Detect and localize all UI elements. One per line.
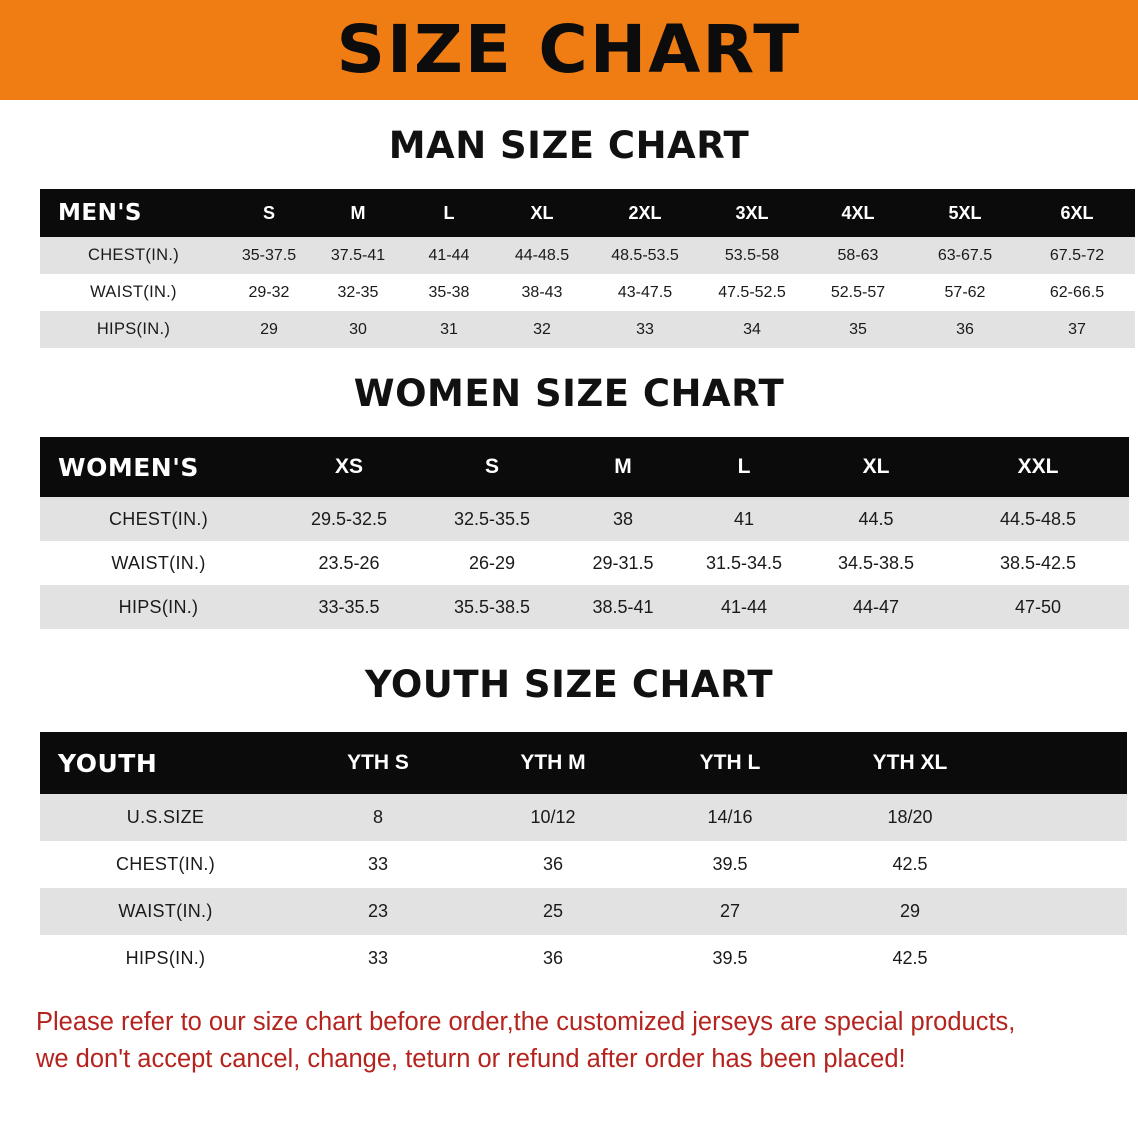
cell: 33: [367, 948, 389, 968]
header-cell-0: WOMEN'S: [58, 452, 199, 482]
page-banner: [0, 0, 1138, 100]
cell: 37.5-41: [330, 246, 386, 264]
cell: 35-37.5: [241, 246, 297, 264]
header-cell-4: L: [737, 455, 751, 478]
header-cell-4: YTH XL: [872, 751, 948, 774]
row-label: HIPS(IN.): [125, 948, 206, 968]
cell: 37: [1068, 320, 1086, 338]
cell: 44-47: [852, 596, 900, 617]
cell: 36: [542, 948, 564, 968]
cell: 29: [260, 320, 278, 338]
women-table-wrap: [40, 437, 1098, 629]
cell: 23.5-26: [318, 552, 380, 573]
cell: 8: [372, 807, 383, 827]
order-policy-note: [36, 1004, 1102, 1078]
cell: 38.5-42.5: [999, 552, 1077, 573]
table-row: [40, 541, 1129, 585]
note-line-1: Please refer to our size chart before order,the customized jerseys are special products,: [36, 1008, 1016, 1036]
header-cell-3: M: [614, 455, 632, 478]
cell: 35.5-38.5: [453, 596, 531, 617]
cell: 57-62: [944, 283, 986, 301]
cell-spacer: [1001, 935, 1127, 982]
cell: 25: [542, 901, 564, 921]
cell: 33: [367, 854, 389, 874]
cell: 29.5-32.5: [310, 508, 388, 529]
header-cell-2: S: [484, 455, 499, 478]
header-cell-1: XS: [334, 455, 363, 478]
cell: 42.5: [892, 854, 928, 874]
cell: 43-47.5: [617, 283, 673, 301]
table-row: [40, 794, 1127, 841]
cell: 52.5-57: [830, 283, 886, 301]
cell: 32-35: [337, 283, 379, 301]
cell: 62-66.5: [1049, 283, 1105, 301]
cell: 29-32: [248, 283, 290, 301]
row-label: HIPS(IN.): [118, 596, 199, 617]
cell: 39.5: [712, 854, 748, 874]
table-row: [40, 237, 1135, 274]
cell: 18/20: [887, 807, 933, 827]
cell: 33-35.5: [318, 596, 380, 617]
cell: 36: [956, 320, 974, 338]
youth-table-wrap: [40, 732, 1098, 982]
header-cell-2: M: [350, 202, 366, 223]
header-cell-6: XXL: [1017, 455, 1059, 478]
row-label: U.S.SIZE: [126, 807, 205, 827]
cell: 30: [349, 320, 367, 338]
header-cell-5: XL: [862, 455, 890, 478]
cell-spacer: [1001, 794, 1127, 841]
cell: 41-44: [428, 246, 470, 264]
table-row: [40, 935, 1127, 982]
cell: 26-29: [468, 552, 516, 573]
cell: 29: [899, 901, 921, 921]
header-cell-2: YTH M: [520, 751, 586, 774]
row-label: WAIST(IN.): [90, 283, 177, 301]
page-title: SIZE CHART: [336, 11, 802, 88]
header-cell-5: 2XL: [628, 202, 662, 223]
header-cell-1: YTH S: [347, 751, 409, 774]
man-size-table: [40, 189, 1135, 348]
cell: 33: [636, 320, 654, 338]
cell: 38: [612, 508, 634, 529]
table-row: [40, 497, 1129, 541]
cell: 34: [743, 320, 761, 338]
header-cell-7: 4XL: [841, 202, 875, 223]
cell: 53.5-58: [724, 246, 780, 264]
table-row: [40, 841, 1127, 888]
table-header-row: [40, 189, 1135, 237]
header-cell-0: YOUTH: [58, 748, 158, 778]
table-row: [40, 311, 1135, 348]
cell-spacer: [1001, 888, 1127, 935]
header-cell-spacer: [1001, 732, 1127, 794]
cell-spacer: [1001, 841, 1127, 888]
cell: 35-38: [428, 283, 470, 301]
cell: 14/16: [707, 807, 753, 827]
table-row: [40, 888, 1127, 935]
cell: 36: [542, 854, 564, 874]
cell: 44.5: [858, 508, 894, 529]
youth-section-title: YOUTH SIZE CHART: [364, 663, 774, 706]
cell: 44-48.5: [514, 246, 570, 264]
cell: 63-67.5: [937, 246, 993, 264]
cell: 10/12: [530, 807, 576, 827]
cell: 34.5-38.5: [837, 552, 915, 573]
cell: 48.5-53.5: [611, 246, 679, 264]
header-cell-4: XL: [530, 202, 554, 223]
cell: 31: [440, 320, 458, 338]
cell: 32: [533, 320, 551, 338]
row-label: CHEST(IN.): [109, 508, 208, 529]
cell: 27: [719, 901, 741, 921]
table-row: [40, 274, 1135, 311]
cell: 39.5: [712, 948, 748, 968]
row-label: WAIST(IN.): [118, 901, 213, 921]
cell: 42.5: [892, 948, 928, 968]
table-header-row: [40, 437, 1129, 497]
cell: 38.5-41: [592, 596, 654, 617]
table-row: [40, 585, 1129, 629]
cell: 41: [733, 508, 755, 529]
youth-size-table: [40, 732, 1127, 982]
man-table-wrap: [40, 189, 1105, 348]
header-cell-9: 6XL: [1060, 202, 1094, 223]
header-cell-3: L: [443, 202, 455, 223]
header-cell-0: MEN'S: [58, 200, 142, 226]
women-section-title: WOMEN SIZE CHART: [353, 372, 785, 415]
row-label: WAIST(IN.): [111, 552, 206, 573]
row-label: HIPS(IN.): [96, 320, 171, 338]
note-line-2: we don't accept cancel, change, teturn or refund after order has been placed!: [36, 1044, 906, 1073]
cell: 35: [849, 320, 867, 338]
table-header-row: [40, 732, 1127, 794]
cell: 58-63: [837, 246, 879, 264]
cell: 38-43: [521, 283, 563, 301]
header-cell-3: YTH L: [699, 751, 761, 774]
cell: 32.5-35.5: [453, 508, 531, 529]
header-cell-6: 3XL: [735, 202, 769, 223]
man-section-title: MAN SIZE CHART: [388, 124, 750, 167]
women-size-table: [40, 437, 1129, 629]
row-label: CHEST(IN.): [88, 246, 179, 264]
cell: 23: [367, 901, 389, 921]
cell: 41-44: [720, 596, 768, 617]
cell: 29-31.5: [592, 552, 654, 573]
header-cell-1: S: [262, 202, 275, 223]
cell: 31.5-34.5: [705, 552, 783, 573]
header-cell-8: 5XL: [948, 202, 982, 223]
cell: 47-50: [1014, 596, 1062, 617]
row-label: CHEST(IN.): [116, 854, 215, 874]
cell: 44.5-48.5: [999, 508, 1077, 529]
cell: 47.5-52.5: [718, 283, 786, 301]
cell: 67.5-72: [1049, 246, 1105, 264]
